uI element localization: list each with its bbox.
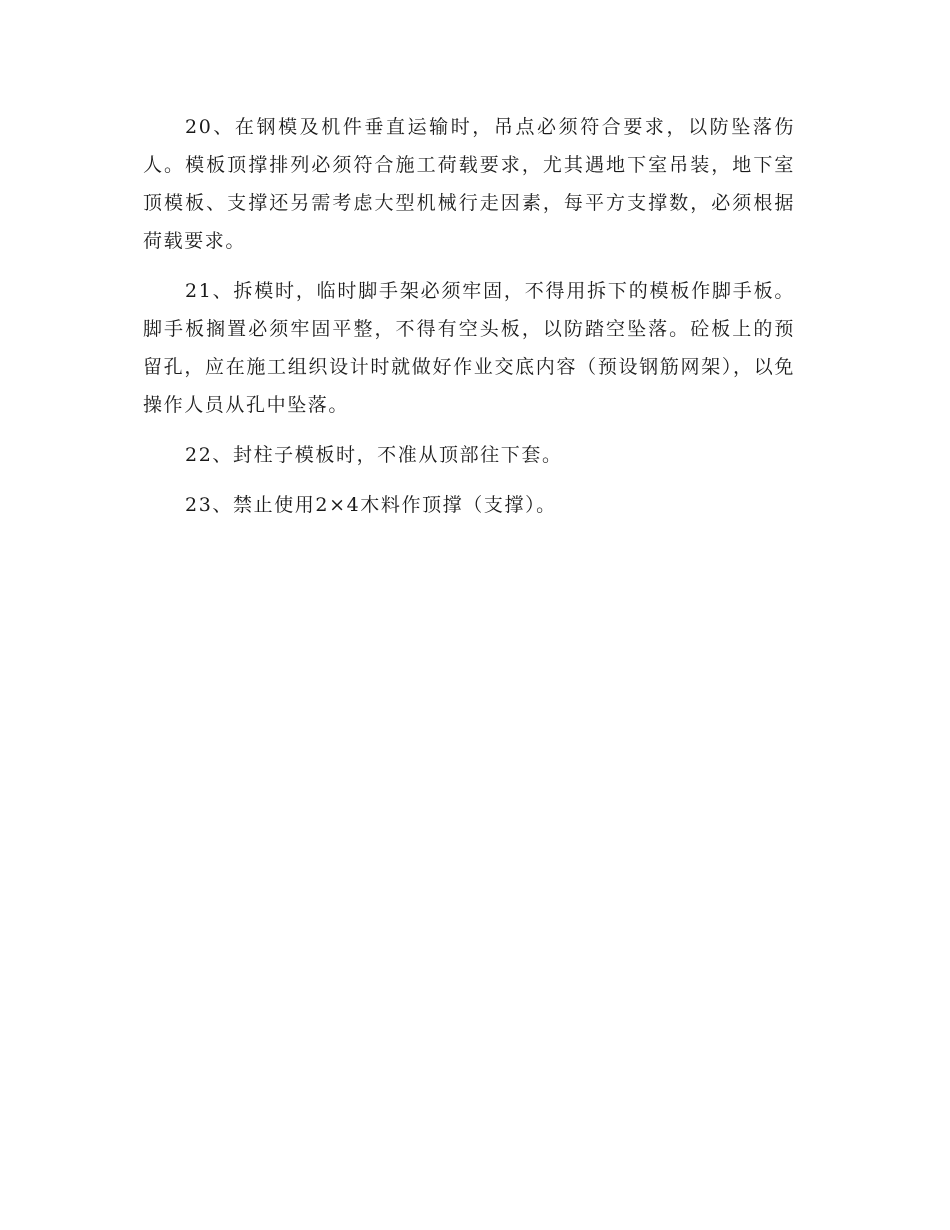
paragraph-item-20: 20、在钢模及机件垂直运输时，吊点必须符合要求，以防坠落伤人。模板顶撑排列必须符合施工荷载要求，尤其遇地下室吊装，地下室顶模板、支撑还另需考虑大型机械行走因素，每平方支撑数，必须根据荷载要求。 [143, 116, 795, 252]
paragraph-item-22: 22、封柱子模板时，不准从顶部往下套。 [185, 444, 563, 466]
paragraph-item-23: 23、禁止使用2×4木料作顶撑（支撑）。 [185, 494, 557, 516]
document-body [143, 108, 795, 536]
paragraph-item-21: 21、拆模时，临时脚手架必须牢固，不得用拆下的模板作脚手板。脚手板搁置必须牢固平整，不得有空头板，以防踏空坠落。砼板上的预留孔，应在施工组织设计时就做好作业交底内容（预设钢筋网架），以免操作人员从孔中坠落。 [143, 280, 795, 416]
